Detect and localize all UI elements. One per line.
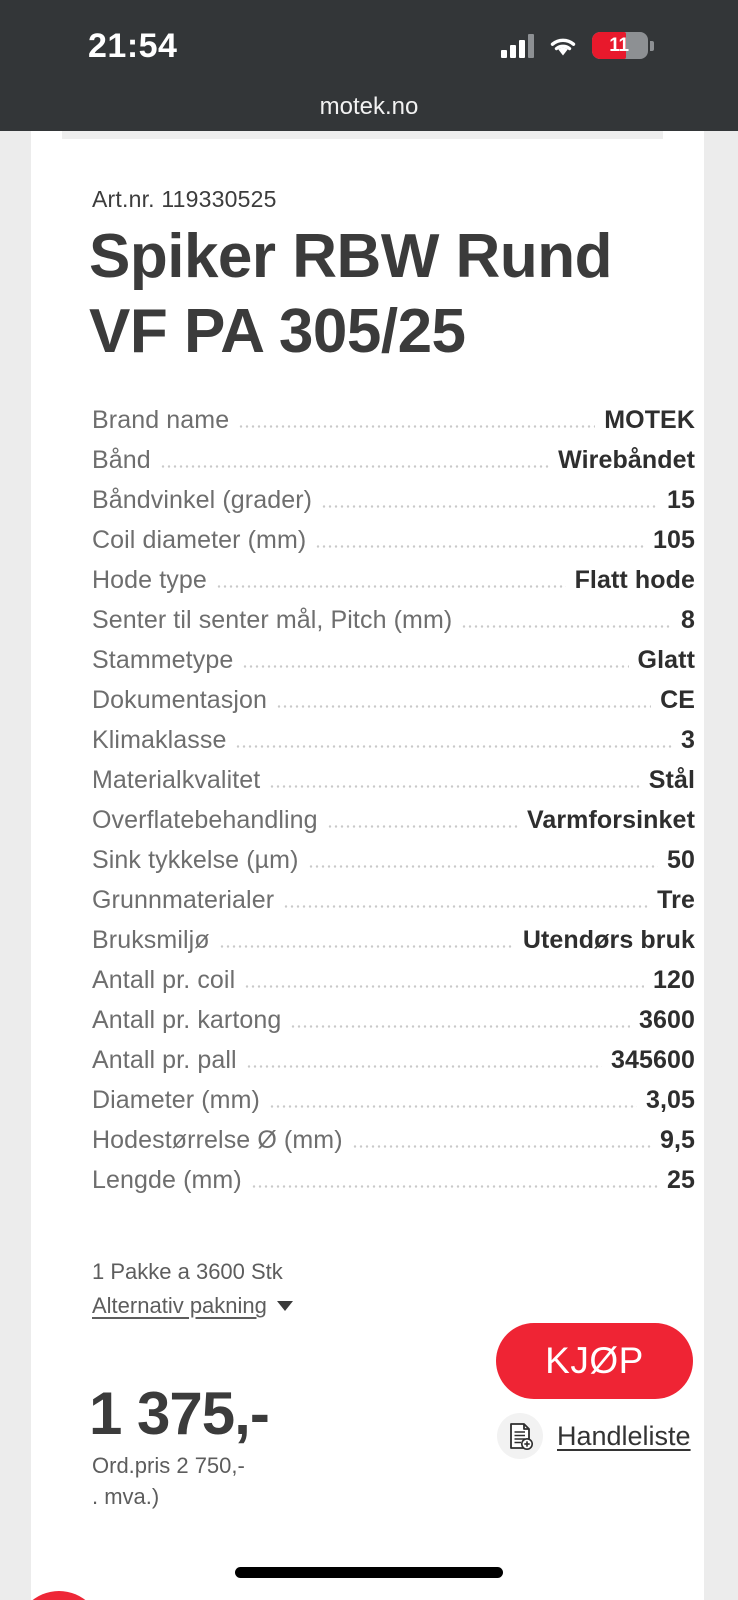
web-page bbox=[0, 131, 738, 1600]
spec-label: Antall pr. pall bbox=[92, 1046, 237, 1074]
cellular-signal-icon bbox=[501, 34, 534, 58]
table-row bbox=[92, 1006, 695, 1046]
table-row bbox=[92, 406, 695, 446]
spec-value: Wirebåndet bbox=[558, 446, 695, 474]
table-row bbox=[92, 686, 695, 726]
spec-label: Coil diameter (mm) bbox=[92, 526, 307, 554]
status-bar bbox=[0, 0, 738, 131]
specification-table bbox=[92, 406, 695, 1206]
dotted-leader bbox=[246, 1065, 602, 1068]
dotted-leader bbox=[242, 665, 628, 668]
dotted-leader bbox=[160, 465, 549, 468]
table-row bbox=[92, 1046, 695, 1086]
product-card bbox=[31, 131, 704, 1600]
dotted-leader bbox=[238, 425, 595, 428]
spec-label: Bruksmiljø bbox=[92, 926, 210, 954]
spec-label: Stammetype bbox=[92, 646, 234, 674]
spec-value: 15 bbox=[666, 486, 695, 514]
spec-label: Materialkvalitet bbox=[92, 766, 261, 794]
dotted-leader bbox=[216, 585, 566, 588]
table-row bbox=[92, 606, 695, 646]
dotted-leader bbox=[219, 945, 514, 948]
wishlist-button[interactable] bbox=[497, 1413, 691, 1459]
spec-value: 3,05 bbox=[645, 1086, 695, 1114]
battery-level-label: 11 bbox=[609, 34, 629, 56]
spec-value: Stål bbox=[648, 766, 695, 794]
spec-label: Grunnmaterialer bbox=[92, 886, 275, 914]
table-row bbox=[92, 926, 695, 966]
spec-value: 50 bbox=[666, 846, 695, 874]
spec-value: 120 bbox=[652, 966, 695, 994]
page-title: Spiker RBW Rund VF PA 305/25 bbox=[89, 222, 612, 366]
dotted-leader bbox=[315, 545, 644, 548]
spec-label: Antall pr. coil bbox=[92, 966, 236, 994]
dotted-leader bbox=[269, 785, 639, 788]
spec-value: 8 bbox=[680, 606, 695, 634]
alternative-packaging-label[interactable]: Alternativ pakning bbox=[92, 1293, 267, 1318]
alternative-packaging-link[interactable] bbox=[92, 1293, 293, 1319]
spec-label: Brand name bbox=[92, 406, 230, 434]
table-row bbox=[92, 1166, 695, 1206]
spec-value: CE bbox=[660, 686, 695, 714]
spec-value: Utendørs bruk bbox=[522, 926, 695, 954]
original-price: Ord.pris 2 750,- bbox=[92, 1453, 245, 1478]
dotted-leader bbox=[269, 1105, 637, 1108]
content-divider bbox=[62, 131, 663, 139]
table-row bbox=[92, 486, 695, 526]
table-row bbox=[92, 766, 695, 806]
table-row bbox=[92, 886, 695, 926]
spec-value: 105 bbox=[652, 526, 695, 554]
spec-value: Glatt bbox=[637, 646, 695, 674]
table-row bbox=[92, 846, 695, 886]
spec-label: Senter til senter mål, Pitch (mm) bbox=[92, 606, 453, 634]
dotted-leader bbox=[321, 505, 658, 508]
wishlist-label[interactable]: Handleliste bbox=[557, 1420, 691, 1451]
dotted-leader bbox=[251, 1185, 658, 1188]
status-bar-time: 21:54 bbox=[88, 27, 178, 65]
table-row bbox=[92, 646, 695, 686]
spec-label: Dokumentasjon bbox=[92, 686, 268, 714]
spec-label: Antall pr. kartong bbox=[92, 1006, 282, 1034]
spec-value: Flatt hode bbox=[574, 566, 695, 594]
status-bar-icons bbox=[501, 32, 654, 59]
spec-value: 9,5 bbox=[659, 1126, 695, 1154]
dotted-leader bbox=[283, 905, 648, 908]
spec-label: Diameter (mm) bbox=[92, 1086, 260, 1114]
spec-value: MOTEK bbox=[604, 406, 695, 434]
dotted-leader bbox=[327, 825, 518, 828]
spec-value: 3600 bbox=[638, 1006, 695, 1034]
package-quantity: 1 Pakke a 3600 Stk bbox=[92, 1259, 283, 1284]
add-to-list-icon[interactable] bbox=[497, 1413, 543, 1459]
dotted-leader bbox=[244, 985, 644, 988]
spec-value: 25 bbox=[666, 1166, 695, 1194]
browser-url-label[interactable]: motek.no bbox=[319, 93, 419, 120]
spec-value: Tre bbox=[657, 886, 695, 914]
spec-label: Klimaklasse bbox=[92, 726, 227, 754]
spec-label: Overflatebehandling bbox=[92, 806, 318, 834]
table-row bbox=[92, 726, 695, 766]
vat-note: . mva.) bbox=[92, 1484, 160, 1509]
wifi-icon bbox=[548, 34, 578, 58]
table-row bbox=[92, 446, 695, 486]
spec-label: Sink tykkelse (µm) bbox=[92, 846, 299, 874]
spec-label: Hode type bbox=[92, 566, 207, 594]
dotted-leader bbox=[352, 1145, 651, 1148]
spec-label: Bånd bbox=[92, 446, 151, 474]
dotted-leader bbox=[308, 865, 658, 868]
table-row bbox=[92, 1126, 695, 1166]
spec-label: Hodestørrelse Ø (mm) bbox=[92, 1126, 343, 1154]
dotted-leader bbox=[235, 745, 672, 748]
table-row bbox=[92, 566, 695, 606]
dotted-leader bbox=[290, 1025, 630, 1028]
table-row bbox=[92, 806, 695, 846]
table-row bbox=[92, 1086, 695, 1126]
chevron-down-icon[interactable] bbox=[277, 1301, 293, 1311]
spec-value: 345600 bbox=[610, 1046, 695, 1074]
spec-label: Båndvinkel (grader) bbox=[92, 486, 313, 514]
article-number: Art.nr. 119330525 bbox=[92, 186, 277, 212]
current-price: 1 375,- bbox=[89, 1380, 269, 1447]
dotted-leader bbox=[276, 705, 651, 708]
table-row bbox=[92, 966, 695, 1006]
table-row bbox=[92, 526, 695, 566]
home-indicator bbox=[235, 1567, 503, 1578]
spec-value: 3 bbox=[680, 726, 695, 754]
spec-value: Varmforsinket bbox=[526, 806, 695, 834]
buy-button[interactable]: KJØP bbox=[496, 1323, 693, 1399]
battery-icon bbox=[592, 32, 654, 59]
spec-label: Lengde (mm) bbox=[92, 1166, 242, 1194]
dotted-leader bbox=[461, 625, 672, 628]
